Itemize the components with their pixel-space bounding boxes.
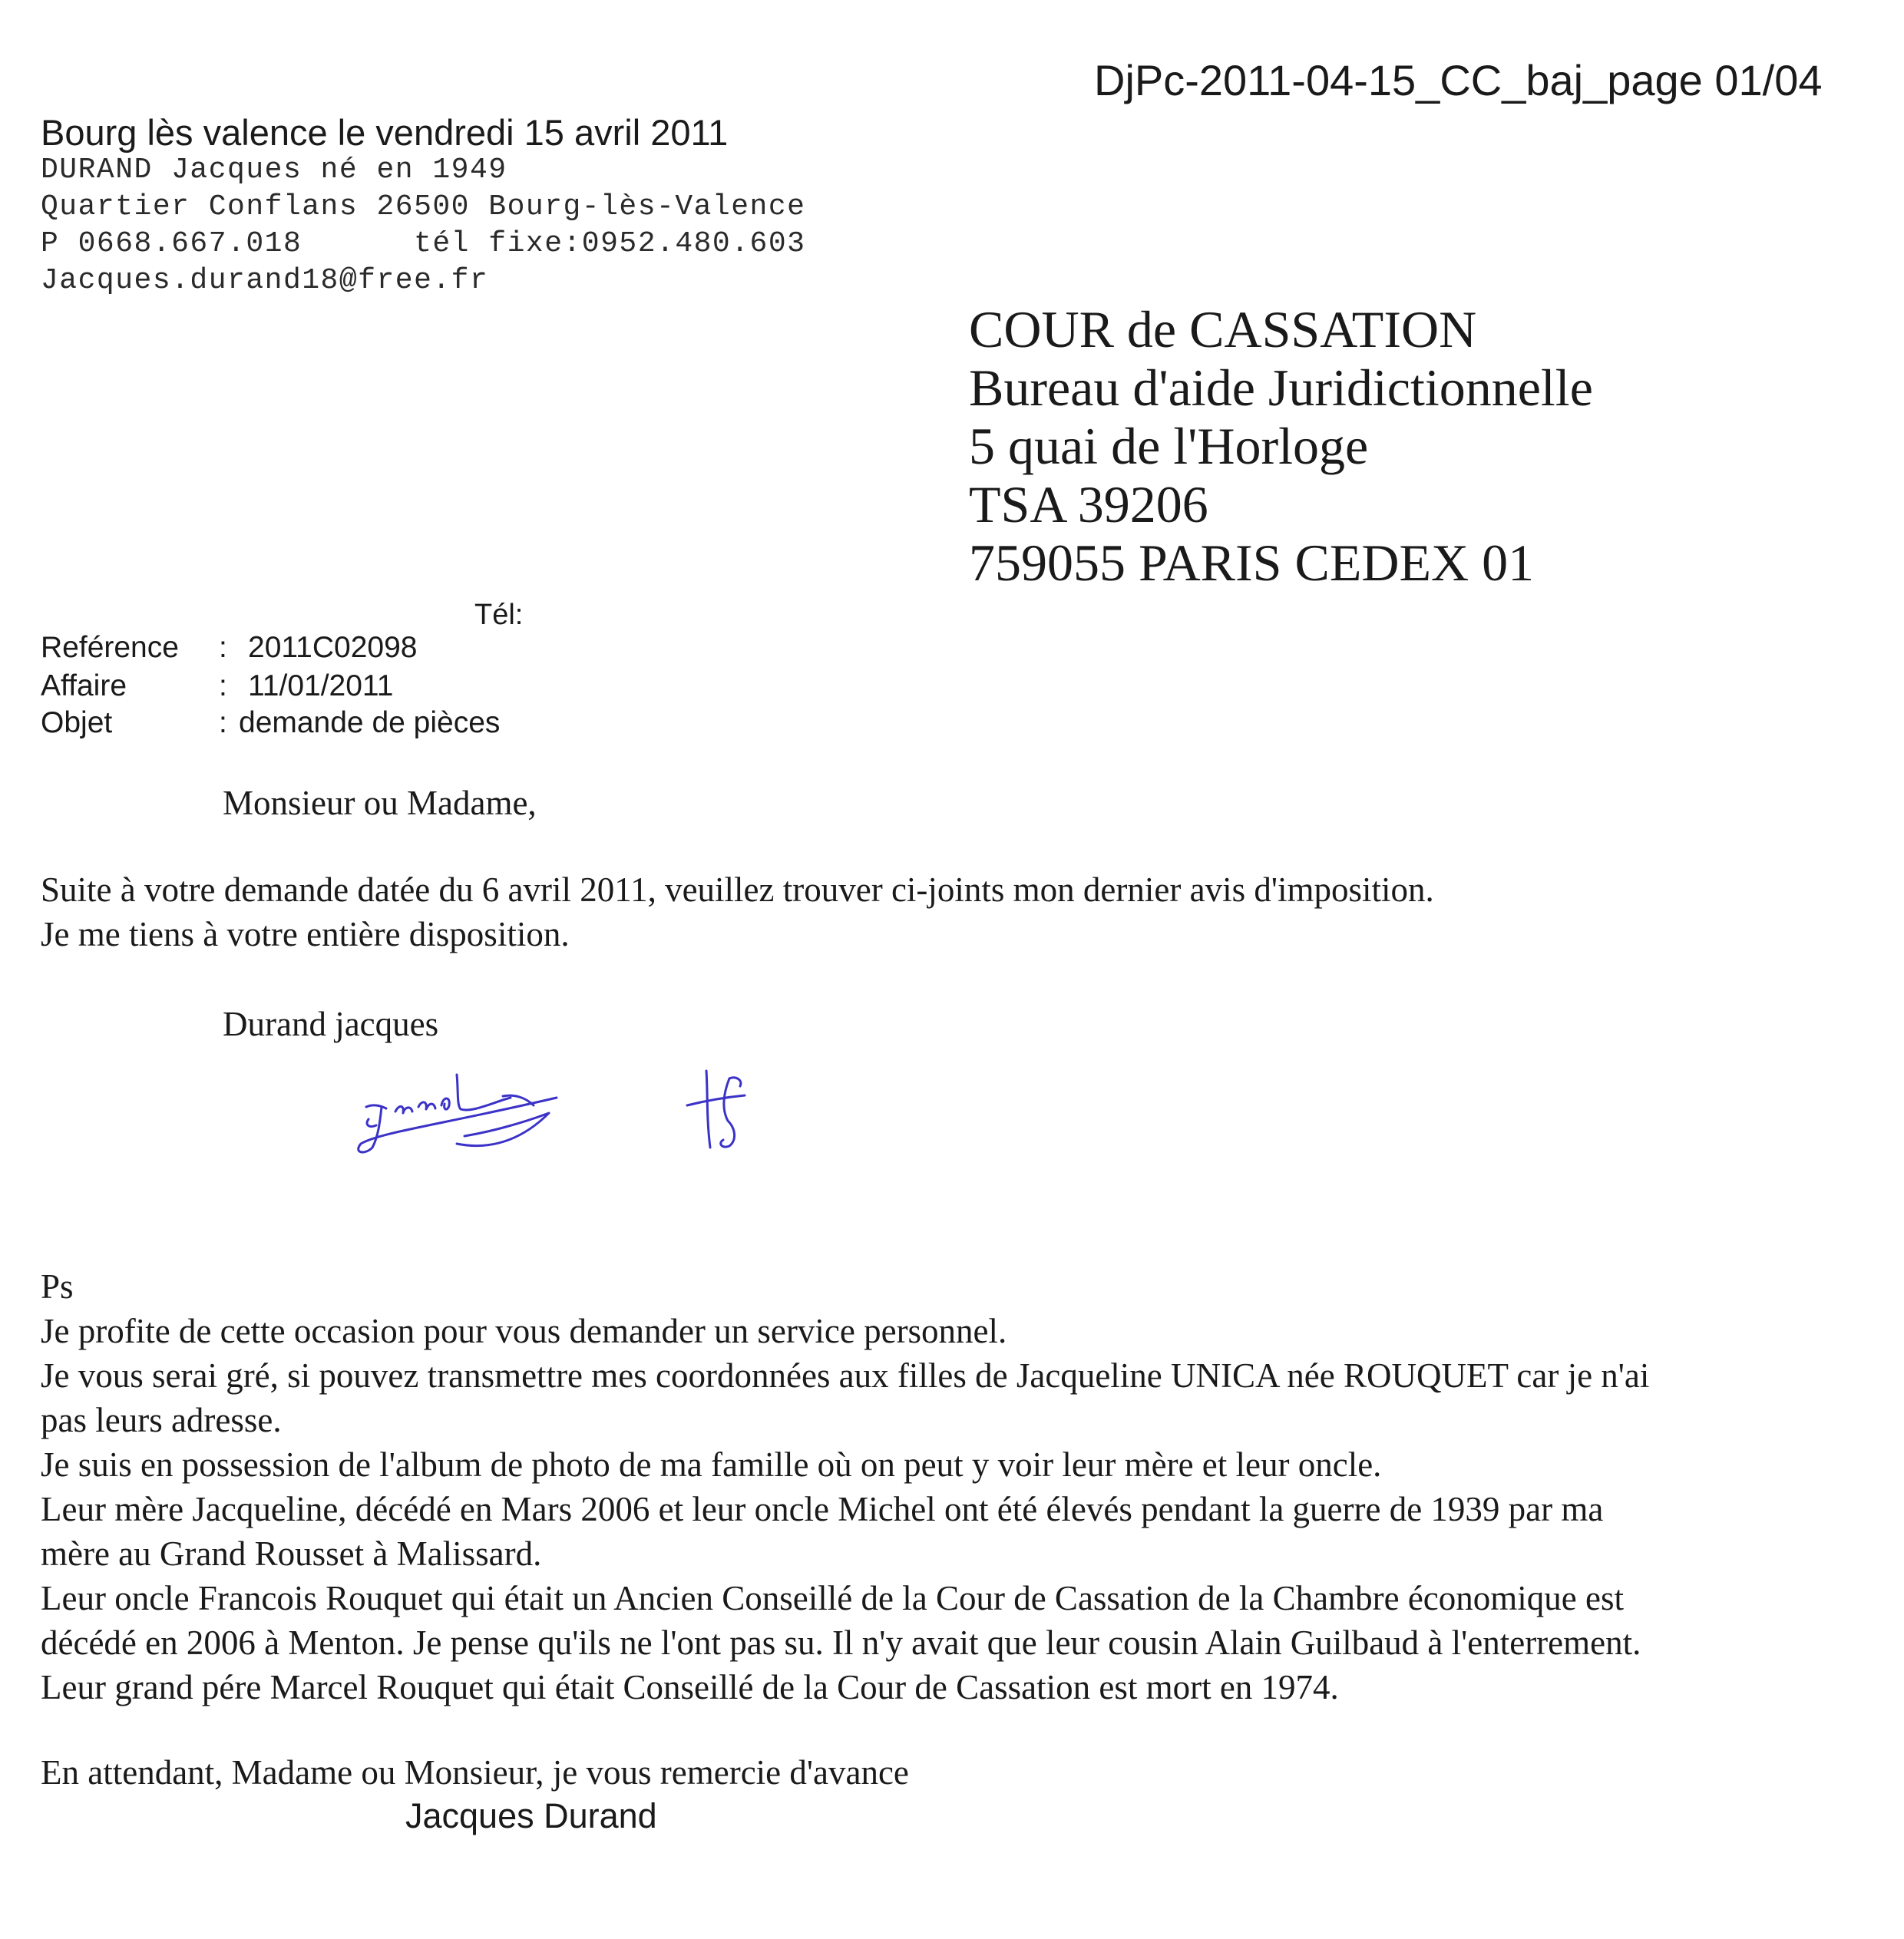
sender-email: Jacques.durand18@free.fr xyxy=(41,264,489,297)
body-paragraph: Je me tiens à votre entière disposition. xyxy=(41,915,570,953)
recipient-line: TSA 39206 xyxy=(969,475,1208,533)
reference-value: 2011C02098 xyxy=(248,631,418,664)
postscript-line: décédé en 2006 à Menton. Je pense qu'ils ne l'ont pas su. Il n'y avait que leur cousin Alain Guilbaud à l'enterrement. xyxy=(41,1624,1641,1662)
body-paragraph: Suite à votre demande datée du 6 avril 2011, veuillez trouver ci-joints mon dernier avis d'imposition. xyxy=(41,870,1434,909)
postscript-line: Je profite de cette occasion pour vous demander un service personnel. xyxy=(41,1312,1007,1350)
postscript-line: Je vous serai gré, si pouvez transmettre mes coordonnées aux filles de Jacqueline UNICA née ROUQUET car je n'ai xyxy=(41,1356,1650,1395)
postscript-line: Je suis en possession de l'album de photo de ma famille où on peut y voir leur mère et leur oncle. xyxy=(41,1445,1382,1484)
signoff-name: Durand jacques xyxy=(223,1005,439,1043)
recipient-line: Bureau d'aide Juridictionnelle xyxy=(969,358,1593,417)
salutation: Monsieur ou Madame, xyxy=(223,784,537,822)
postscript-line: Leur oncle Francois Rouquet qui était un Ancien Conseillé de la Cour de Cassation de la Chambre économique est xyxy=(41,1579,1624,1617)
tel-label: Tél: xyxy=(474,599,524,631)
postscript-line: Leur mère Jacqueline, décédé en Mars 2006 et leur oncle Michel ont été élevés pendant la guerre de 1939 par ma xyxy=(41,1490,1604,1528)
recipient-line: 5 quai de l'Horloge xyxy=(969,417,1369,475)
postscript-line: pas leurs adresse. xyxy=(41,1401,282,1439)
recipient-line: COUR de CASSATION xyxy=(969,300,1477,358)
reference-colon: : xyxy=(219,631,227,664)
affaire-colon: : xyxy=(219,669,227,702)
affaire-label: Affaire xyxy=(41,669,127,702)
recipient-line: 759055 PARIS CEDEX 01 xyxy=(969,533,1535,592)
objet-label: Objet xyxy=(41,706,113,739)
handwritten-signature xyxy=(349,1052,572,1167)
postscript-line: mère au Grand Rousset à Malissard. xyxy=(41,1534,542,1573)
objet-value: demande de pièces xyxy=(239,706,501,739)
sender-address: Quartier Conflans 26500 Bourg-lès-Valence xyxy=(41,190,806,223)
closing-name: Jacques Durand xyxy=(405,1796,657,1835)
page-reference: DjPc-2011-04-15_CC_baj_page 01/04 xyxy=(1094,56,1823,104)
reference-label: Reférence xyxy=(41,631,179,664)
sender-phones: P 0668.667.018 tél fixe:0952.480.603 xyxy=(41,227,806,260)
affaire-value: 11/01/2011 xyxy=(248,669,394,702)
sender-name: DURAND Jacques né en 1949 xyxy=(41,154,507,187)
place-and-date: Bourg lès valence le vendredi 15 avril 2011 xyxy=(41,112,729,153)
objet-colon: : xyxy=(219,706,227,739)
postscript-label: Ps xyxy=(41,1267,74,1306)
handwritten-initials xyxy=(676,1063,760,1163)
postscript-line: Leur grand pére Marcel Rouquet qui était Conseillé de la Cour de Cassation est mort en 1974. xyxy=(41,1668,1339,1706)
closing-line: En attendant, Madame ou Monsieur, je vous remercie d'avance xyxy=(41,1753,909,1792)
